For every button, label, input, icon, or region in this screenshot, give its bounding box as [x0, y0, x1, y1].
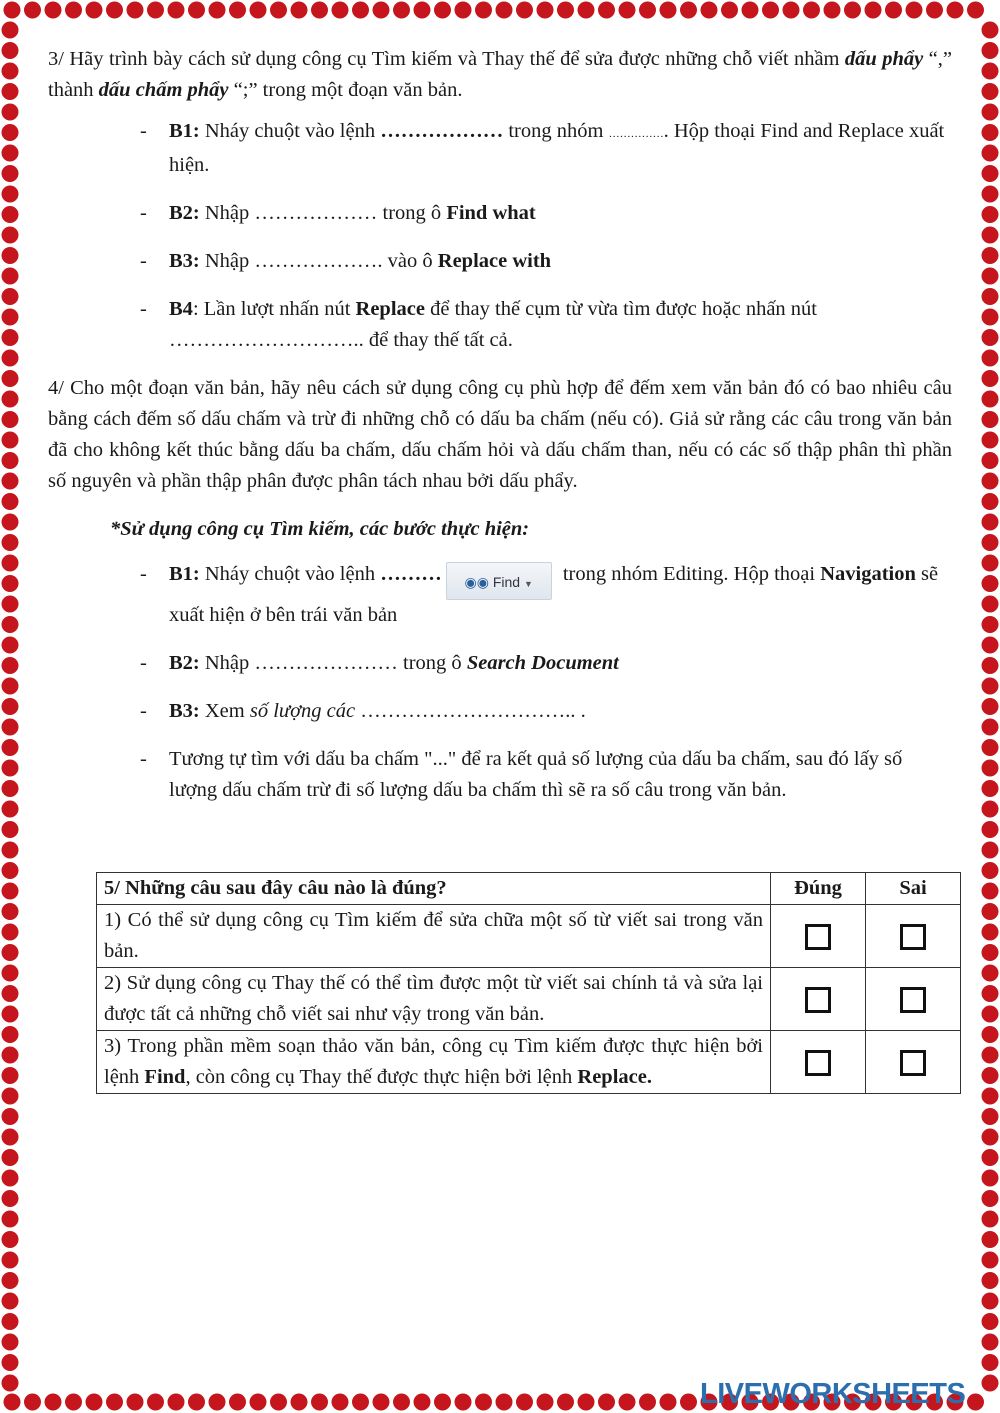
heart-ornament: [516, 2, 533, 19]
heart-ornament: [496, 2, 513, 19]
heart-ornament: [2, 432, 19, 449]
liveworksheets-logo: LIVEWORKSHEETS: [700, 1378, 966, 1410]
heart-ornament: [2, 698, 19, 715]
heart-ornament: [229, 1394, 246, 1411]
blank-field[interactable]: để thay thế cụm từ vừa tìm được hoặc nhấn nút ……………………….. để thay thế tất cả.: [169, 298, 817, 351]
heart-ornament: [168, 1394, 185, 1411]
heart-ornament: [982, 247, 999, 264]
statement-1: 1) Có thể sử dụng công cụ Tìm kiếm để sửa chữa một số từ viết sai trong văn bản.: [97, 905, 771, 968]
heart-ornament: [982, 452, 999, 469]
heart-ornament: [2, 534, 19, 551]
heart-ornament: [2, 452, 19, 469]
heart-ornament: [557, 1394, 574, 1411]
heart-ornament: [2, 1211, 19, 1228]
heart-ornament: [2, 842, 19, 859]
heart-ornament: [45, 2, 62, 19]
heart-ornament: [2, 411, 19, 428]
heart-ornament: [2, 801, 19, 818]
heart-ornament: [982, 637, 999, 654]
question-4: 4/ Cho một đoạn văn bản, hãy nêu cách sử dụng công cụ phù hợp để đếm xem văn bản đó có bao nhiêu câu bằng cách đếm số dấu chấm và trừ đi những chỗ có dấu ba chấm (nếu có). Giả sử rằng các câu trong văn bản đã cho không kết thúc bằng dấu ba chấm, dấu chấm hỏi và dấu chấm than, nếu có các số thập phân thì phần số nguyên và phần thập phân được phân tách nhau bởi dấu phẩy.: [48, 377, 952, 492]
heart-ornament: [982, 1334, 999, 1351]
heart-ornament: [2, 719, 19, 736]
heart-ornament: [2, 370, 19, 387]
q3-text: “;” trong một đoạn văn bản.: [228, 79, 463, 101]
heart-ornament: [434, 2, 451, 19]
q3-step-1: - B1: Nháy chuột vào lệnh ……………… trong nhóm ……………. Hộp thoại Find and Replace xuất hiện.: [140, 120, 945, 176]
heart-ornament: [982, 575, 999, 592]
heart-ornament: [982, 944, 999, 961]
heart-ornament: [4, 2, 21, 19]
heart-ornament: [65, 1394, 82, 1411]
heart-ornament: [2, 268, 19, 285]
heart-ornament: [982, 1252, 999, 1269]
worksheet-content: [48, 44, 952, 823]
heart-ornament: [2, 1047, 19, 1064]
heart-ornament: [982, 883, 999, 900]
heart-ornament: [982, 555, 999, 572]
heart-ornament: [2, 903, 19, 920]
heart-ornament: [270, 2, 287, 19]
heart-ornament: [557, 2, 574, 19]
heart-ornament: [906, 2, 923, 19]
heart-ornament: [982, 227, 999, 244]
heart-ornament: [2, 1293, 19, 1310]
heart-ornament: [982, 698, 999, 715]
heart-ornament: [2, 1252, 19, 1269]
heart-ornament: [2, 227, 19, 244]
heart-ornament: [865, 2, 882, 19]
heart-ornament: [2, 637, 19, 654]
q4-intro: *Sử dụng công cụ Tìm kiếm, các bước thực hiện:: [110, 518, 530, 540]
heart-ornament: [982, 63, 999, 80]
heart-ornament: [824, 2, 841, 19]
heart-ornament: [982, 268, 999, 285]
heart-ornament: [2, 165, 19, 182]
heart-ornament: [2, 288, 19, 305]
checkbox-true-2[interactable]: [805, 987, 831, 1013]
q3-term-semicolon: dấu chấm phẩy: [98, 79, 229, 101]
heart-ornament: [982, 432, 999, 449]
q4-step-3: - B3: Xem số lượng các ………………………….. .: [140, 700, 586, 722]
heart-ornament: [496, 1394, 513, 1411]
heart-ornament: [24, 2, 41, 19]
heart-ornament: [721, 2, 738, 19]
question-3: [48, 44, 952, 106]
heart-ornament: [967, 1394, 984, 1411]
heart-ornament: [982, 1354, 999, 1371]
heart-ornament: [598, 1394, 615, 1411]
heart-ornament: [578, 2, 595, 19]
q3-step-2: - B2: Nhập ……………… trong ô Find what: [140, 202, 536, 224]
heart-ornament: [680, 1394, 697, 1411]
checkbox-false-3[interactable]: [900, 1050, 926, 1076]
heart-ornament: [982, 903, 999, 920]
heart-ornament: [982, 678, 999, 695]
heart-ornament: [270, 1394, 287, 1411]
heart-ornament: [250, 2, 267, 19]
heart-ornament: [982, 596, 999, 613]
heart-ornament: [639, 2, 656, 19]
heart-ornament: [188, 2, 205, 19]
heart-ornament: [4, 1394, 21, 1411]
col-true: Đúng: [771, 873, 866, 905]
q3-term-comma: dấu phẩy: [844, 48, 924, 70]
heart-ornament: [982, 493, 999, 510]
heart-ornament: [982, 1375, 999, 1392]
heart-ornament: [455, 2, 472, 19]
heart-ornament: [2, 596, 19, 613]
heart-ornament: [2, 206, 19, 223]
heart-ornament: [982, 657, 999, 674]
heart-ornament: [393, 1394, 410, 1411]
heart-ornament: [65, 2, 82, 19]
heart-ornament: [229, 2, 246, 19]
heart-ornament: [311, 1394, 328, 1411]
heart-ornament: [680, 2, 697, 19]
heart-ornament: [2, 83, 19, 100]
heart-ornament: [967, 2, 984, 19]
heart-ornament: [982, 186, 999, 203]
heart-ornament: [147, 2, 164, 19]
blank-field[interactable]: ………………: [380, 120, 504, 142]
heart-ornament: [291, 1394, 308, 1411]
heart-ornament: [982, 145, 999, 162]
heart-ornament: [982, 924, 999, 941]
table-row: [97, 1031, 961, 1094]
heart-ornament: [475, 1394, 492, 1411]
col-false: Sai: [866, 873, 961, 905]
q3-text: 3/ Hãy trình bày cách sử dụng công cụ Tìm kiếm và Thay thế để sửa được những chỗ viết nhầm: [48, 48, 845, 70]
heart-ornament: [2, 473, 19, 490]
table-header-row: [97, 873, 961, 905]
heart-ornament: [127, 2, 144, 19]
heart-ornament: [434, 1394, 451, 1411]
heart-ornament: [209, 1394, 226, 1411]
heart-ornament: [639, 1394, 656, 1411]
heart-ornament: [982, 83, 999, 100]
heart-ornament: [660, 1394, 677, 1411]
true-false-table: [96, 872, 961, 1094]
heart-ornament: [2, 42, 19, 59]
heart-ornament: [619, 1394, 636, 1411]
heart-ornament: [537, 1394, 554, 1411]
blank-field[interactable]: Nhập ………………… trong ô: [199, 652, 467, 674]
heart-ornament: [982, 1067, 999, 1084]
heart-ornament: [209, 2, 226, 19]
checkbox-true-1[interactable]: [805, 924, 831, 950]
heart-ornament: [2, 780, 19, 797]
heart-ornament: [106, 2, 123, 19]
heart-ornament: [393, 2, 410, 19]
heart-ornament: [982, 42, 999, 59]
heart-ornament: [24, 1394, 41, 1411]
heart-ornament: [2, 985, 19, 1002]
heart-ornament: [250, 1394, 267, 1411]
heart-ornament: [982, 1129, 999, 1146]
heart-ornament: [982, 985, 999, 1002]
heart-ornament: [2, 1313, 19, 1330]
q4-steps: [140, 559, 952, 806]
heart-ornament: [127, 1394, 144, 1411]
heart-ornament: [2, 309, 19, 326]
heart-ornament: [885, 2, 902, 19]
heart-ornament: [982, 473, 999, 490]
heart-ornament: [291, 2, 308, 19]
heart-ornament: [2, 1190, 19, 1207]
checkbox-false-1[interactable]: [900, 924, 926, 950]
heart-ornament: [2, 1006, 19, 1023]
heart-ornament: [982, 842, 999, 859]
statement-2: 2) Sử dụng công cụ Thay thế có thể tìm được một từ viết sai chính tả và sửa lại được tất cả những chỗ viết sai như vậy trong văn bản.: [97, 968, 771, 1031]
heart-ornament: [982, 206, 999, 223]
heart-ornament: [2, 350, 19, 367]
heart-ornament: [537, 2, 554, 19]
heart-ornament: [2, 22, 19, 39]
heart-ornament: [982, 1149, 999, 1166]
q4-step-1: - B1: Nháy chuột vào lệnh ……… ◉◉ Find ▼ trong nhóm Editing. Hộp thoại Navigation sẽ xuất hiện ở bên trái văn bản: [140, 563, 939, 626]
heart-ornament: [803, 2, 820, 19]
blank-field[interactable]: Nhập ………………. vào ô: [199, 250, 438, 272]
heart-ornament: [982, 1170, 999, 1187]
heart-ornament: [982, 862, 999, 879]
heart-ornament: [168, 2, 185, 19]
heart-ornament: [455, 1394, 472, 1411]
heart-ornament: [982, 104, 999, 121]
heart-ornament: [86, 2, 103, 19]
heart-ornament: [2, 104, 19, 121]
heart-ornament: [2, 739, 19, 756]
heart-ornament: [2, 1334, 19, 1351]
heart-ornament: [2, 124, 19, 141]
heart-ornament: [2, 1108, 19, 1125]
heart-ornament: [982, 821, 999, 838]
heart-ornament: [982, 165, 999, 182]
heart-ornament: [982, 780, 999, 797]
q5-header: 5/ Những câu sau đây câu nào là đúng?: [97, 873, 771, 905]
heart-ornament: [2, 145, 19, 162]
heart-ornament: [311, 2, 328, 19]
heart-ornament: [982, 760, 999, 777]
q3-text: “,” thành: [48, 48, 952, 101]
heart-ornament: [762, 2, 779, 19]
heart-ornament: [2, 1088, 19, 1105]
heart-ornament: [982, 1313, 999, 1330]
heart-ornament: [2, 1026, 19, 1043]
heart-ornament: [352, 1394, 369, 1411]
heart-ornament: [86, 1394, 103, 1411]
find-button-image: ◉◉ Find ▼: [446, 562, 552, 600]
heart-ornament: [982, 1108, 999, 1125]
heart-ornament: [982, 350, 999, 367]
heart-ornament: [982, 1293, 999, 1310]
heart-ornament: [373, 1394, 390, 1411]
heart-ornament: [2, 821, 19, 838]
table-row: [97, 968, 961, 1031]
heart-ornament: [2, 493, 19, 510]
heart-ornament: [2, 247, 19, 264]
heart-ornament: [45, 1394, 62, 1411]
heart-ornament: [2, 186, 19, 203]
heart-ornament: [982, 391, 999, 408]
heart-ornament: [2, 616, 19, 633]
heart-ornament: [701, 2, 718, 19]
heart-ornament: [2, 1067, 19, 1084]
heart-ornament: [2, 575, 19, 592]
q3-steps: [140, 116, 952, 356]
heart-ornament: [982, 1006, 999, 1023]
heart-ornament: [2, 1231, 19, 1248]
heart-ornament: [982, 1026, 999, 1043]
statement-3: 3) Trong phần mềm soạn thảo văn bản, công cụ Tìm kiếm được thực hiện bởi lệnh Find, còn công cụ Thay thế được thực hiện bởi lệnh Replace.: [97, 1031, 771, 1094]
heart-ornament: [516, 1394, 533, 1411]
heart-ornament: [783, 2, 800, 19]
heart-ornament: [332, 2, 349, 19]
heart-ornament: [2, 924, 19, 941]
checkbox-true-3[interactable]: [805, 1050, 831, 1076]
heart-ornament: [619, 2, 636, 19]
checkbox-false-2[interactable]: [900, 987, 926, 1013]
heart-ornament: [982, 411, 999, 428]
heart-ornament: [982, 1231, 999, 1248]
heart-ornament: [982, 22, 999, 39]
heart-ornament: [982, 719, 999, 736]
heart-ornament: [332, 1394, 349, 1411]
q3-step-4: - B4: Lần lượt nhấn nút Replace để thay thế cụm từ vừa tìm được hoặc nhấn nút ……………………….. để thay thế tất cả.: [140, 298, 817, 351]
heart-ornament: [982, 288, 999, 305]
table-row: [97, 905, 961, 968]
heart-ornament: [2, 965, 19, 982]
heart-ornament: [414, 1394, 431, 1411]
heart-ornament: [475, 2, 492, 19]
heart-ornament: [660, 2, 677, 19]
heart-ornament: [2, 678, 19, 695]
heart-ornament: [2, 391, 19, 408]
binoculars-icon: ◉◉: [464, 574, 489, 590]
heart-ornament: [188, 1394, 205, 1411]
heart-ornament: [742, 2, 759, 19]
heart-ornament: [414, 2, 431, 19]
heart-ornament: [352, 2, 369, 19]
chevron-down-icon: ▼: [523, 579, 533, 589]
heart-ornament: [982, 514, 999, 531]
heart-ornament: [982, 124, 999, 141]
heart-ornament: [982, 370, 999, 387]
heart-ornament: [982, 616, 999, 633]
heart-ornament: [2, 555, 19, 572]
heart-ornament: [982, 1088, 999, 1105]
heart-ornament: [147, 1394, 164, 1411]
blank-field[interactable]: ………: [380, 563, 442, 585]
heart-ornament: [2, 862, 19, 879]
blank-field[interactable]: ………………………….. .: [355, 700, 586, 722]
heart-ornament: [2, 657, 19, 674]
heart-ornament: [844, 2, 861, 19]
heart-ornament: [578, 1394, 595, 1411]
heart-ornament: [982, 1190, 999, 1207]
heart-ornament: [106, 1394, 123, 1411]
heart-ornament: [2, 760, 19, 777]
heart-ornament: [982, 801, 999, 818]
heart-ornament: [982, 329, 999, 346]
q3-step-3: - B3: Nhập ………………. vào ô Replace with: [140, 250, 552, 272]
heart-ornament: [373, 2, 390, 19]
heart-ornament: [2, 944, 19, 961]
heart-ornament: [982, 309, 999, 326]
heart-ornament: [982, 534, 999, 551]
heart-ornament: [2, 514, 19, 531]
heart-ornament: [2, 1129, 19, 1146]
heart-ornament: [982, 1211, 999, 1228]
heart-ornament: [2, 1149, 19, 1166]
heart-ornament: [926, 2, 943, 19]
heart-ornament: [982, 739, 999, 756]
heart-ornament: [2, 1375, 19, 1392]
heart-ornament: [2, 883, 19, 900]
heart-ornament: [982, 1047, 999, 1064]
blank-field[interactable]: ……………: [608, 128, 664, 140]
heart-ornament: [982, 965, 999, 982]
heart-ornament: [2, 1354, 19, 1371]
q4-step-2: - B2: Nhập ………………… trong ô Search Document: [140, 652, 619, 674]
q4-step-4: - Tương tự tìm với dấu ba chấm "..." để ra kết quả số lượng của dấu ba chấm, sau đó lấy số lượng dấu chấm trừ đi số lượng dấu ba chấm thì sẽ ra số câu trong văn bản.: [140, 748, 903, 801]
heart-ornament: [947, 2, 964, 19]
heart-ornament: [2, 1170, 19, 1187]
heart-ornament: [982, 1272, 999, 1289]
heart-ornament: [2, 329, 19, 346]
heart-ornament: [2, 63, 19, 80]
blank-field[interactable]: Nhập ……………… trong ô: [199, 202, 447, 224]
heart-ornament: [2, 1272, 19, 1289]
heart-ornament: [598, 2, 615, 19]
